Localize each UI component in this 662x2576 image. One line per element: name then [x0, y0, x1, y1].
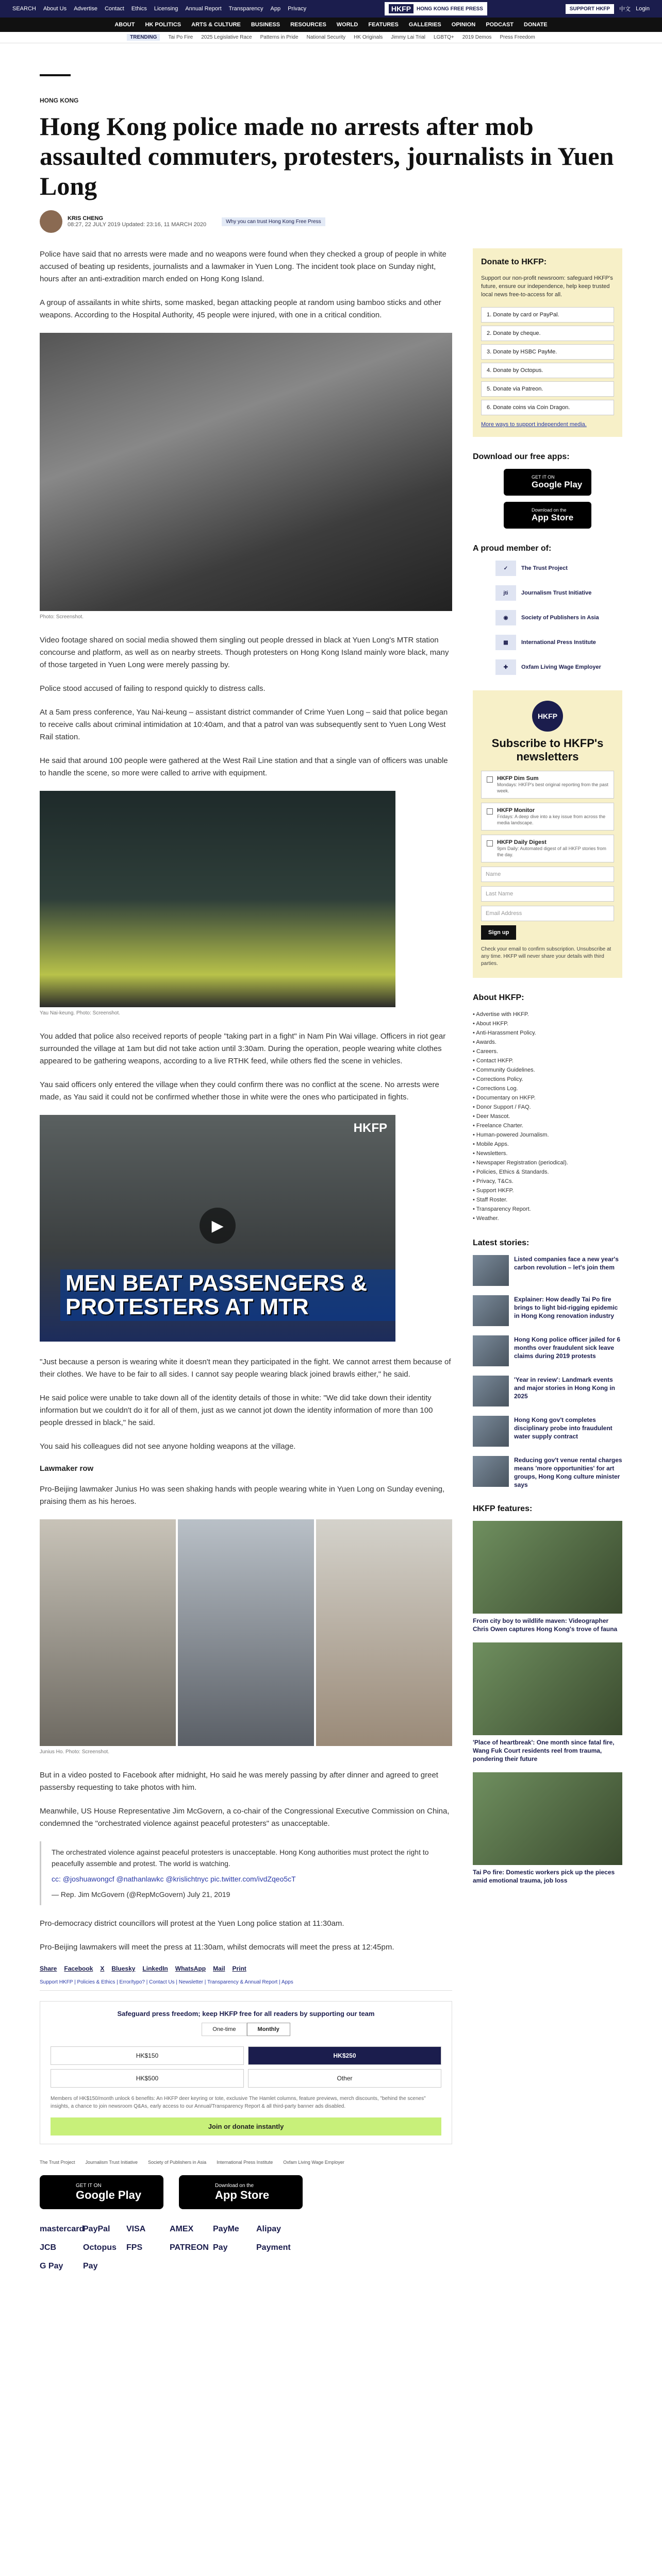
- article-body: [40, 248, 452, 2271]
- utility-link[interactable]: App: [270, 6, 281, 12]
- author-name[interactable]: KRIS CHENG: [68, 215, 104, 222]
- about-link[interactable]: • Documentary on HKFP.: [473, 1095, 536, 1101]
- article-paragraph: He said police were unable to take down all of the identity details of those in white: "We did take down their identity information but we couldn't do it for all of them, just as we cannot jot down the identity information of more than 100 people dressed in black," he said.: [40, 1394, 433, 1427]
- trending-link[interactable]: Tai Po Fire: [168, 35, 193, 40]
- sidebar-heading: HKFP features:: [473, 1504, 533, 1513]
- main-nav: [0, 18, 662, 32]
- share-bar: [40, 1965, 452, 1972]
- newsletter-title: Subscribe to HKFP's newsletters: [491, 737, 604, 763]
- trending-link[interactable]: 2025 Legislative Race: [201, 35, 252, 40]
- story-thumbnail: [473, 1295, 509, 1326]
- footer-store-buttons: [40, 2175, 452, 2209]
- sopa-icon: ◉: [495, 610, 516, 625]
- article-paragraph: Pro-Beijing lawmakers will meet the press at 11:30am, whilst democrats will meet the press at 12:45pm.: [40, 1943, 394, 1952]
- payment-logo: Pay: [213, 2243, 228, 2252]
- newsletter-name: HKFP Dim Sum: [497, 775, 539, 782]
- content-columns: [40, 248, 622, 2271]
- story-title: Explainer: How deadly Tai Po fire brings to light bid-rigging epidemic in Hong Kong renovation industry: [514, 1296, 618, 1319]
- byline: [40, 210, 622, 233]
- about-link[interactable]: • Mobile Apps.: [473, 1141, 509, 1147]
- amount-option[interactable]: HK$250: [248, 2046, 441, 2065]
- nav-item[interactable]: BUSINESS: [251, 22, 280, 28]
- oxfam-icon: ✚: [495, 659, 516, 675]
- jti-icon: jti: [495, 585, 516, 601]
- donate-option[interactable]: 1. Donate by card or PayPal.: [481, 307, 614, 323]
- utility-link[interactable]: About Us: [43, 6, 67, 12]
- latest-story[interactable]: [473, 1335, 622, 1366]
- member-perks: Members of HK$150/month unlock 6 benefits: An HKFP deer keyring or tote, exclusive The Hamlet columns, feature previews, merch discounts, "behind the scenes" insights, a chance to join newsroom Q&As, early access to our Annual/Transparency Report & all third-party banner ads disabled.: [51, 2096, 426, 2109]
- video-player[interactable]: [40, 1115, 395, 1342]
- newsletter-option[interactable]: [481, 771, 614, 799]
- photo-caption: Photo: Screenshot.: [40, 614, 84, 620]
- about-link[interactable]: • Deer Mascot.: [473, 1113, 510, 1120]
- badge[interactable]: The Trust Project: [40, 2160, 75, 2165]
- triptych-photo: [178, 1519, 314, 1746]
- about-link[interactable]: • Donor Support / FAQ.: [473, 1104, 531, 1110]
- publish-dates: 08:27, 22 JULY 2019 Updated: 23:16, 11 MARCH 2020: [68, 222, 207, 228]
- amount-option[interactable]: HK$500: [51, 2069, 244, 2088]
- store-big: App Store: [215, 2188, 270, 2201]
- story-title: Listed companies face a new year's carbon revolution – let's join them: [514, 1256, 619, 1271]
- subheading: Lawmaker row: [40, 1464, 94, 1473]
- nav-item[interactable]: HK POLITICS: [145, 22, 181, 28]
- member-label: Society of Publishers in Asia: [521, 615, 599, 621]
- article-paragraph: Video footage shared on social media showed them singling out people dressed in black at Yuen Long's MTR station concourse and platform, as well as on nearby streets. Though protesters on Hong Kong Island mainly wore black, many of those targeted in Yuen Long were merely passing by.: [40, 636, 449, 669]
- store-big: App Store: [532, 513, 574, 522]
- newsletter-note: Check your email to confirm subscription. Unsubscribe at any time. HKFP will never share your details with third parties.: [481, 946, 611, 967]
- section-tag[interactable]: HONG KONG: [40, 97, 79, 104]
- photo-triptych: [40, 1519, 452, 1746]
- donate-option[interactable]: 6. Donate coins via Coin Dragon.: [481, 400, 614, 415]
- title-rule: [40, 74, 71, 76]
- triptych-photo: [40, 1519, 176, 1746]
- newsletter-desc: 9pm Daily: Automated digest of all HKFP stories from the day.: [497, 846, 606, 857]
- feature-title: Tai Po fire: Domestic workers pick up the pieces amid emotional trauma, job loss: [473, 1869, 615, 1884]
- about-section: [473, 993, 622, 1223]
- tweet-signature[interactable]: — Rep. Jim McGovern (@RepMcGovern) July 21, 2019: [52, 1890, 230, 1899]
- latest-story[interactable]: [473, 1376, 622, 1406]
- tweet-handles[interactable]: cc: @joshuawongcf @nathanlawkc @krislichtnyc pic.twitter.com/ivdZqeo5cT: [52, 1875, 296, 1883]
- about-link[interactable]: • Careers.: [473, 1048, 499, 1055]
- payment-logo: AMEX: [170, 2225, 194, 2233]
- about-link[interactable]: • Anti-Harassment Policy.: [473, 1030, 536, 1036]
- donate-option[interactable]: 3. Donate by HSBC PayMe.: [481, 344, 614, 360]
- payment-logo: Payment: [256, 2243, 291, 2252]
- member-badge[interactable]: [495, 585, 622, 601]
- member-badge[interactable]: [495, 635, 622, 650]
- about-link[interactable]: • Privacy, T&Cs.: [473, 1178, 514, 1184]
- top-utility-bar: [0, 0, 662, 18]
- newsletter-name: HKFP Monitor: [497, 807, 535, 814]
- feature-story[interactable]: [473, 1521, 622, 1633]
- sidebar-heading: Download our free apps:: [473, 452, 570, 461]
- store-small: Download on the: [215, 2182, 254, 2189]
- payment-logo: G Pay: [40, 2262, 63, 2270]
- store-small: GET IT ON: [532, 474, 555, 480]
- sidebar-heading: Donate to HKFP:: [481, 258, 547, 266]
- about-link[interactable]: • Corrections Log.: [473, 1086, 518, 1092]
- member-badge[interactable]: [495, 561, 622, 576]
- newsletter-desc: Mondays: HKFP's best original reporting from the past week.: [497, 782, 608, 793]
- share-mail[interactable]: Mail: [213, 1965, 225, 1972]
- page-title: Hong Kong police made no arrests after mob assaulted commuters, protesters, journalists in Yuen Long: [40, 112, 614, 200]
- freq-monthly[interactable]: Monthly: [247, 2023, 290, 2036]
- member-badge[interactable]: [495, 610, 622, 625]
- photo-caption: Yau Nai-keung. Photo: Screenshot.: [40, 1010, 121, 1016]
- nav-item[interactable]: RESOURCES: [290, 22, 326, 28]
- checkbox-icon[interactable]: [487, 840, 493, 846]
- payment-logo: Octopus: [83, 2243, 117, 2252]
- author-avatar: [40, 210, 62, 233]
- article-paragraph: "Just because a person is wearing white it doesn't mean they participated in the fight. We cannot arrest them because of their clothes. We have to be fair to all sides. I cannot say people wearing black joined brawls either," he said.: [40, 1358, 451, 1379]
- trending-link[interactable]: Press Freedom: [500, 35, 535, 40]
- feature-title: From city boy to wildlife maven: Videographer Chris Owen captures Hong Kong's trove of fauna: [473, 1617, 618, 1633]
- article-paragraph: A group of assailants in white shirts, some masked, began attacking people at random using bamboo sticks and other weapons. According to the Hospital Authority, 45 people were injured, with one in a critical condition.: [40, 298, 441, 319]
- login-link[interactable]: Login: [636, 6, 650, 12]
- donate-option[interactable]: 5. Donate via Patreon.: [481, 381, 614, 397]
- story-title: 'Year in review': Landmark events and major stories in Hong Kong in 2025: [514, 1376, 616, 1400]
- article-photo: [40, 791, 395, 1007]
- page-wrap: [40, 74, 622, 2271]
- article-paragraph: At a 5am press conference, Yau Nai-keung – assistant district commander of Crime Yuen Long – said that police began to receive calls about criminal intimidation at 10:40am, and that a patrol van was subsequently sent to Yuen Long West Rail station.: [40, 708, 448, 741]
- payment-logo: PayPal: [83, 2225, 110, 2233]
- about-link[interactable]: • Advertise with HKFP.: [473, 1011, 529, 1018]
- about-link[interactable]: • Human-powered Journalism.: [473, 1132, 549, 1138]
- payment-logo: Alipay: [256, 2225, 282, 2233]
- latest-stories: [473, 1255, 622, 1489]
- video-banner: MEN BEAT PASSENGERS & PROTESTERS AT MTR: [60, 1269, 395, 1321]
- article-paragraph: You added that police also received reports of people "taking part in a fight" in Nam Pin Wai village. Officers in riot gear surrounded the village at 1am but did not take action until 3:30am. During the operation, people wearing white clothes appeared to be gathering weapons, according to a live RTHK feed, while others fled the scene in vehicles.: [40, 1032, 446, 1065]
- checkbox-icon[interactable]: [487, 808, 493, 815]
- utility-link[interactable]: Privacy: [288, 6, 307, 12]
- about-link[interactable]: • Community Guidelines.: [473, 1067, 535, 1073]
- latest-story[interactable]: [473, 1416, 622, 1447]
- article-paragraph: Meanwhile, US House Representative Jim McGovern, a co-chair of the Congressional Executive Commission on China, condemned the "orchestrated violence against peaceful protesters" as unacceptable.: [40, 1807, 450, 1828]
- payment-logo: JCB: [40, 2243, 57, 2252]
- store-big: Google Play: [76, 2188, 142, 2201]
- utility-link[interactable]: Transparency: [228, 6, 263, 12]
- trending-link[interactable]: National Security: [306, 35, 346, 40]
- payment-logo: mastercard: [40, 2225, 85, 2233]
- signup-button[interactable]: Sign up: [481, 925, 516, 940]
- share-bluesky[interactable]: Bluesky: [111, 1965, 136, 1972]
- hkfp-logo-icon: HKFP: [532, 701, 563, 732]
- utility-link[interactable]: Contact: [104, 6, 124, 12]
- play-icon[interactable]: ▶: [200, 1208, 236, 1244]
- feature-image: [473, 1642, 622, 1735]
- freq-one-time[interactable]: One-time: [202, 2023, 246, 2036]
- sidebar-heading: About HKFP:: [473, 993, 524, 1002]
- article-paragraph: He said that around 100 people were gathered at the West Rail Line station and that a single van of officers was unable to handle the scene, so more were called to arrive with equipment.: [40, 756, 448, 777]
- trending-link[interactable]: HK Originals: [354, 35, 383, 40]
- amount-option[interactable]: HK$150: [51, 2046, 244, 2065]
- donate-sidebar: [473, 248, 622, 437]
- donate-box: [40, 2001, 452, 2144]
- utility-link[interactable]: Ethics: [131, 6, 147, 12]
- article-paragraph: Pro-democracy district councillors will protest at the Yuen Long police station at 11:30am.: [40, 1919, 344, 1928]
- article-photo: [40, 333, 452, 611]
- article-paragraph: You said his colleagues did not see anyone holding weapons at the village.: [40, 1442, 296, 1451]
- logo-mark: HKFP: [389, 4, 413, 13]
- donate-heading: Safeguard press freedom; keep HKFP free for all readers by supporting our team: [117, 2010, 375, 2018]
- app-store-button[interactable]: [179, 2175, 303, 2209]
- member-label: International Press Institute: [521, 639, 596, 646]
- feature-stories: [473, 1521, 622, 1885]
- name-field[interactable]: Name: [481, 867, 614, 882]
- donate-option[interactable]: 2. Donate by cheque.: [481, 326, 614, 341]
- latest-story[interactable]: [473, 1456, 622, 1489]
- latest-story[interactable]: [473, 1295, 622, 1326]
- about-link[interactable]: • Newspaper Registration (periodical).: [473, 1160, 568, 1166]
- store-small: GET IT ON: [76, 2182, 102, 2189]
- embedded-tweet: [40, 1841, 452, 1905]
- article-paragraph: Police have said that no arrests were made and no weapons were found when they checked a group of people in white accused of beating up residents, journalists and a lawmaker in Yuen Long. The incident took place on Sunday night, hours after an anti-extradition march ended on Hong Kong Island.: [40, 250, 446, 283]
- utility-link[interactable]: Advertise: [74, 6, 97, 12]
- about-link[interactable]: • Contact HKFP.: [473, 1058, 514, 1064]
- payment-logo: Pay: [83, 2262, 98, 2270]
- story-thumbnail: [473, 1456, 509, 1487]
- article-paragraph: Pro-Beijing lawmaker Junius Ho was seen shaking hands with people wearing white in Yuen Long on Sunday evening, praising them as his heroes.: [40, 1485, 445, 1506]
- payment-logo: VISA: [126, 2225, 146, 2233]
- about-link[interactable]: • Transparency Report.: [473, 1206, 531, 1212]
- badge[interactable]: Oxfam Living Wage Employer: [283, 2160, 344, 2165]
- feature-title: 'Place of heartbreak': One month since fatal fire, Wang Fuk Court residents reel from trauma, pondering their future: [473, 1739, 615, 1762]
- sidebar-heading: A proud member of:: [473, 544, 552, 553]
- amount-option[interactable]: Other: [248, 2069, 441, 2088]
- latest-story[interactable]: [473, 1255, 622, 1286]
- newsletter-option[interactable]: [481, 835, 614, 862]
- email-field[interactable]: Email Address: [481, 906, 614, 921]
- about-link[interactable]: • About HKFP.: [473, 1021, 509, 1027]
- google-play-button[interactable]: [504, 469, 591, 496]
- story-thumbnail: [473, 1416, 509, 1447]
- share-linkedin[interactable]: LinkedIn: [142, 1965, 168, 1972]
- store-small: Download on the: [532, 507, 567, 513]
- join-button[interactable]: Join or donate instantly: [51, 2117, 441, 2136]
- about-list: [473, 1010, 622, 1223]
- about-link[interactable]: • Staff Roster.: [473, 1197, 508, 1203]
- app-store-button[interactable]: [504, 502, 591, 529]
- member-label: Journalism Trust Initiative: [521, 590, 592, 596]
- about-link[interactable]: • Newsletters.: [473, 1150, 508, 1157]
- article-paragraph: Police stood accused of failing to respond quickly to distress calls.: [40, 684, 266, 693]
- trust-project-icon: ✓: [495, 561, 516, 576]
- about-link[interactable]: • Freelance Charter.: [473, 1123, 524, 1129]
- article-footer-links[interactable]: Support HKFP | Policies & Ethics | Error/typo? | Contact Us | Newsletter | Transparency & Annual Report | Apps: [40, 1979, 452, 1991]
- utility-links: [12, 6, 306, 12]
- nav-item[interactable]: WORLD: [336, 22, 358, 28]
- feature-story[interactable]: [473, 1772, 622, 1885]
- nav-item[interactable]: GALLERIES: [408, 22, 441, 28]
- payment-methods: [40, 2225, 308, 2271]
- utility-link[interactable]: Licensing: [154, 6, 178, 12]
- video-badge: HKFP: [353, 1121, 387, 1135]
- donate-intro: Support our non-profit newsroom: safeguard HKFP's future, ensure our independence, help keep trusted local news free-to-access for all.: [481, 275, 613, 298]
- trust-link[interactable]: Why you can trust Hong Kong Free Press: [222, 217, 325, 226]
- newsletter-box: [473, 690, 622, 978]
- newsletter-desc: Fridays: A deep dive into a key issue from across the media landscape.: [497, 814, 606, 825]
- utility-link[interactable]: SEARCH: [12, 6, 36, 12]
- google-play-button[interactable]: [40, 2175, 163, 2209]
- story-title: Reducing gov't venue rental charges means 'more opportunities' for art groups, Hong Kong culture minister says: [514, 1456, 622, 1488]
- trending-bar: [0, 32, 662, 43]
- tweet-text: The orchestrated violence against peaceful protesters is unacceptable. Hong Kong authorities must protect the right to peacefully assemble and protest. The world is watching.: [52, 1848, 429, 1868]
- member-badge[interactable]: [495, 659, 622, 675]
- payment-logo: PayMe: [213, 2225, 239, 2233]
- nav-item[interactable]: DONATE: [524, 22, 548, 28]
- utility-link[interactable]: Annual Report: [185, 6, 222, 12]
- site-logo[interactable]: [385, 2, 487, 15]
- checkbox-icon[interactable]: [487, 776, 493, 783]
- support-button[interactable]: SUPPORT HKFP: [566, 4, 614, 14]
- feature-story[interactable]: [473, 1642, 622, 1763]
- payment-logo: PATREON: [170, 2243, 209, 2252]
- newsletter-option[interactable]: [481, 803, 614, 831]
- about-link[interactable]: • Awards.: [473, 1039, 496, 1045]
- article-paragraph: Yau said officers only entered the village when they could confirm there was no conflict at the scene. No arrests were made, as Yau said it could not be confirmed whether those in white were the ones who participated in fights.: [40, 1080, 439, 1101]
- share-whatsapp[interactable]: WhatsApp: [175, 1965, 206, 1972]
- share-print[interactable]: Print: [232, 1965, 246, 1972]
- topbar-right: [566, 4, 650, 14]
- last-name-field[interactable]: Last Name: [481, 886, 614, 902]
- language-link[interactable]: 中文: [619, 6, 631, 12]
- feature-image: [473, 1772, 622, 1865]
- about-link[interactable]: • Support HKFP.: [473, 1188, 514, 1194]
- sidebar-heading: Latest stories:: [473, 1239, 529, 1247]
- nav-item[interactable]: FEATURES: [368, 22, 399, 28]
- trending-link[interactable]: Jimmy Lai Trial: [391, 35, 425, 40]
- amount-grid: [51, 2046, 441, 2088]
- trending-link[interactable]: 2019 Demos: [462, 35, 492, 40]
- sidebar: [473, 248, 622, 2271]
- story-thumbnail: [473, 1335, 509, 1366]
- donate-option[interactable]: 4. Donate by Octopus.: [481, 363, 614, 378]
- story-thumbnail: [473, 1255, 509, 1286]
- feature-image: [473, 1521, 622, 1614]
- member-label: The Trust Project: [521, 565, 568, 571]
- about-link[interactable]: • Weather.: [473, 1215, 499, 1222]
- ipi-icon: ▦: [495, 635, 516, 650]
- article-paragraph: But in a video posted to Facebook after midnight, Ho said he was merely passing by after dinner and agreed to greet passersby requesting to take photos with him.: [40, 1771, 438, 1792]
- payment-logo: FPS: [126, 2243, 143, 2252]
- store-big: Google Play: [532, 480, 583, 489]
- badge[interactable]: Journalism Trust Initiative: [85, 2160, 138, 2165]
- share-x[interactable]: X: [100, 1965, 105, 1972]
- frequency-toggle: [51, 2023, 441, 2036]
- about-link[interactable]: • Policies, Ethics & Standards.: [473, 1169, 549, 1175]
- story-thumbnail: [473, 1376, 509, 1406]
- newsletter-name: HKFP Daily Digest: [497, 839, 547, 845]
- nav-item[interactable]: OPINION: [451, 22, 476, 28]
- about-link[interactable]: • Corrections Policy.: [473, 1076, 523, 1082]
- share-facebook[interactable]: Facebook: [64, 1965, 93, 1972]
- share-label: Share: [40, 1965, 57, 1972]
- nav-item[interactable]: ABOUT: [114, 22, 135, 28]
- trending-tag: TRENDING: [127, 34, 160, 41]
- badge[interactable]: International Press Institute: [217, 2160, 273, 2165]
- badge[interactable]: Society of Publishers in Asia: [148, 2160, 207, 2165]
- story-title: Hong Kong gov't completes disciplinary probe into fraudulent water supply contract: [514, 1416, 613, 1440]
- trending-link[interactable]: LGBTQ+: [433, 35, 454, 40]
- triptych-photo: [316, 1519, 452, 1746]
- member-label: Oxfam Living Wage Employer: [521, 664, 601, 670]
- logo-text: HONG KONG FREE PRESS: [417, 6, 483, 12]
- nav-item[interactable]: PODCAST: [486, 22, 514, 28]
- footer-badges: [40, 2160, 452, 2165]
- nav-item[interactable]: ARTS & CULTURE: [191, 22, 241, 28]
- photo-caption: Junius Ho. Photo: Screenshot.: [40, 1749, 110, 1755]
- trending-link[interactable]: Patterns in Pride: [260, 35, 299, 40]
- more-ways-link[interactable]: More ways to support independent media.: [481, 421, 587, 428]
- story-title: Hong Kong police officer jailed for 6 months over fraudulent sick leave claims during 2019 protests: [514, 1336, 621, 1360]
